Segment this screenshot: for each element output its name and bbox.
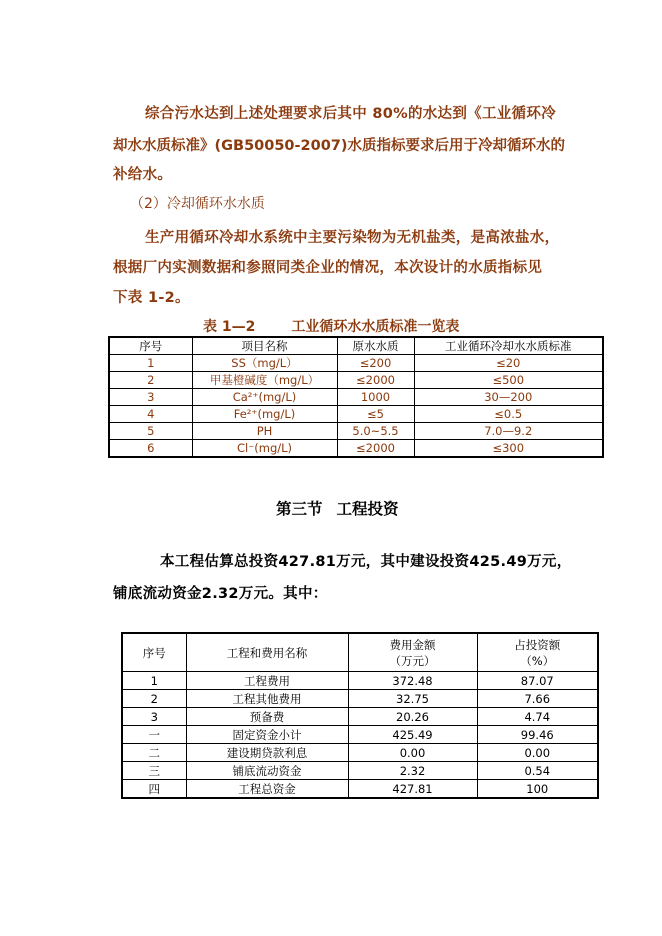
table-cell: 1 xyxy=(109,355,192,372)
table-cell: 工程总资金 xyxy=(186,780,348,799)
column-header-line: 费用金额 xyxy=(389,637,436,652)
table-row xyxy=(122,672,598,690)
table-cell: 4.74 xyxy=(477,708,598,726)
paragraph-cooling-line3: 下表 1-2。 xyxy=(113,290,190,306)
paragraph-reuse-line1: 综合污水达到上述处理要求后其中 80%的水达到《工业循环冷 xyxy=(145,106,556,122)
section-name: 工程投资 xyxy=(336,500,399,518)
table-row xyxy=(122,708,598,726)
table-cell: 1000 xyxy=(337,389,414,406)
column-header-unit: （%） xyxy=(520,653,555,668)
table-row xyxy=(122,780,598,799)
column-header: 序号 xyxy=(122,633,186,672)
water-quality-table xyxy=(108,336,604,458)
table-cell: 0.00 xyxy=(477,744,598,762)
table-cell: 2 xyxy=(122,690,186,708)
paragraph-reuse-line2: 却水水质标准》(GB50050-2007)水质指标要求后用于冷却循环水的 xyxy=(113,138,566,154)
table-header-row xyxy=(109,337,603,355)
table-cell: 32.75 xyxy=(348,690,477,708)
table-cell: 100 xyxy=(477,780,598,799)
table-cell: ≤200 xyxy=(337,355,414,372)
table-cell: 7.66 xyxy=(477,690,598,708)
table-cell: 99.46 xyxy=(477,726,598,744)
table-cell: 二 xyxy=(122,744,186,762)
table-cell: 2.32 xyxy=(348,762,477,780)
table-cell: 2 xyxy=(109,372,192,389)
table-header-row xyxy=(122,633,598,672)
table-cell: 0.54 xyxy=(477,762,598,780)
table-row xyxy=(122,762,598,780)
table-cell: Fe²⁺(mg/L) xyxy=(192,406,337,423)
table-cell: 建设期贷款利息 xyxy=(186,744,348,762)
table-row xyxy=(109,440,603,458)
table-cell: Cl⁻(mg/L) xyxy=(192,440,337,458)
investment-paragraph-line2: 铺底流动资金2.32万元。其中： xyxy=(113,586,328,602)
subheading-cooling-water-quality: （2）冷却循环水水质 xyxy=(130,196,265,212)
table-cell: 1 xyxy=(122,672,186,690)
table-cell: PH xyxy=(192,423,337,440)
table-cell: 7.0—9.2 xyxy=(414,423,603,440)
table-cell: ≤2000 xyxy=(337,372,414,389)
investment-table xyxy=(121,632,599,799)
table-cell: 372.48 xyxy=(348,672,477,690)
table-cell: 20.26 xyxy=(348,708,477,726)
section-number: 第三节 xyxy=(276,500,323,518)
table-cell: 预备费 xyxy=(186,708,348,726)
table-cell: 工程费用 xyxy=(186,672,348,690)
paragraph-reuse-line3: 补给水。 xyxy=(113,167,173,183)
table-row xyxy=(122,744,598,762)
table-row xyxy=(122,690,598,708)
column-header: 工程和费用名称 xyxy=(186,633,348,672)
table-cell: 5.0~5.5 xyxy=(337,423,414,440)
table-cell: 四 xyxy=(122,780,186,799)
table-cell: 427.81 xyxy=(348,780,477,799)
table-cell: 铺底流动资金 xyxy=(186,762,348,780)
table1-caption-title: 工业循环水水质标准一览表 xyxy=(291,319,460,335)
table-cell: 一 xyxy=(122,726,186,744)
table-cell: 425.49 xyxy=(348,726,477,744)
table-cell: 5 xyxy=(109,423,192,440)
table-row xyxy=(109,406,603,423)
table-cell: 3 xyxy=(122,708,186,726)
table1-caption xyxy=(203,316,459,336)
table-cell: 3 xyxy=(109,389,192,406)
table-cell: Ca²⁺(mg/L) xyxy=(192,389,337,406)
column-header: 项目名称 xyxy=(192,337,337,355)
table-cell: 0.00 xyxy=(348,744,477,762)
table-cell: ≤2000 xyxy=(337,440,414,458)
table-cell: ≤500 xyxy=(414,372,603,389)
paragraph-cooling-line1: 生产用循环冷却水系统中主要污染物为无机盐类，是高浓盐水， xyxy=(145,230,560,246)
table-cell: ≤300 xyxy=(414,440,603,458)
table-row xyxy=(109,355,603,372)
column-header: 工业循环冷却水水质标准 xyxy=(414,337,603,355)
table-cell: 6 xyxy=(109,440,192,458)
column-header: 原水水质 xyxy=(337,337,414,355)
table1-caption-number: 表 1—2 xyxy=(203,319,256,335)
column-header: 序号 xyxy=(109,337,192,355)
table-cell: 30—200 xyxy=(414,389,603,406)
table-cell: 固定资金小计 xyxy=(186,726,348,744)
table-cell: 87.07 xyxy=(477,672,598,690)
table-cell: SS（mg/L） xyxy=(192,355,337,372)
investment-paragraph-line1: 本工程估算总投资427.81万元，其中建设投资425.49万元， xyxy=(160,554,572,570)
table-row xyxy=(122,726,598,744)
table-row xyxy=(109,389,603,406)
table-row xyxy=(109,372,603,389)
section-title xyxy=(276,497,399,519)
column-header xyxy=(477,633,598,672)
paragraph-cooling-line2: 根据厂内实测数据和参照同类企业的情况，本次设计的水质指标见 xyxy=(113,260,543,276)
table-cell: ≤20 xyxy=(414,355,603,372)
table-row xyxy=(109,423,603,440)
table-cell: 工程其他费用 xyxy=(186,690,348,708)
table-cell: ≤5 xyxy=(337,406,414,423)
table-cell: ≤0.5 xyxy=(414,406,603,423)
table-cell: 4 xyxy=(109,406,192,423)
table-cell: 甲基橙碱度（mg/L） xyxy=(192,372,337,389)
column-header xyxy=(348,633,477,672)
column-header-unit: （万元） xyxy=(389,653,436,668)
table-cell: 三 xyxy=(122,762,186,780)
column-header-line: 占投资额 xyxy=(514,637,561,652)
